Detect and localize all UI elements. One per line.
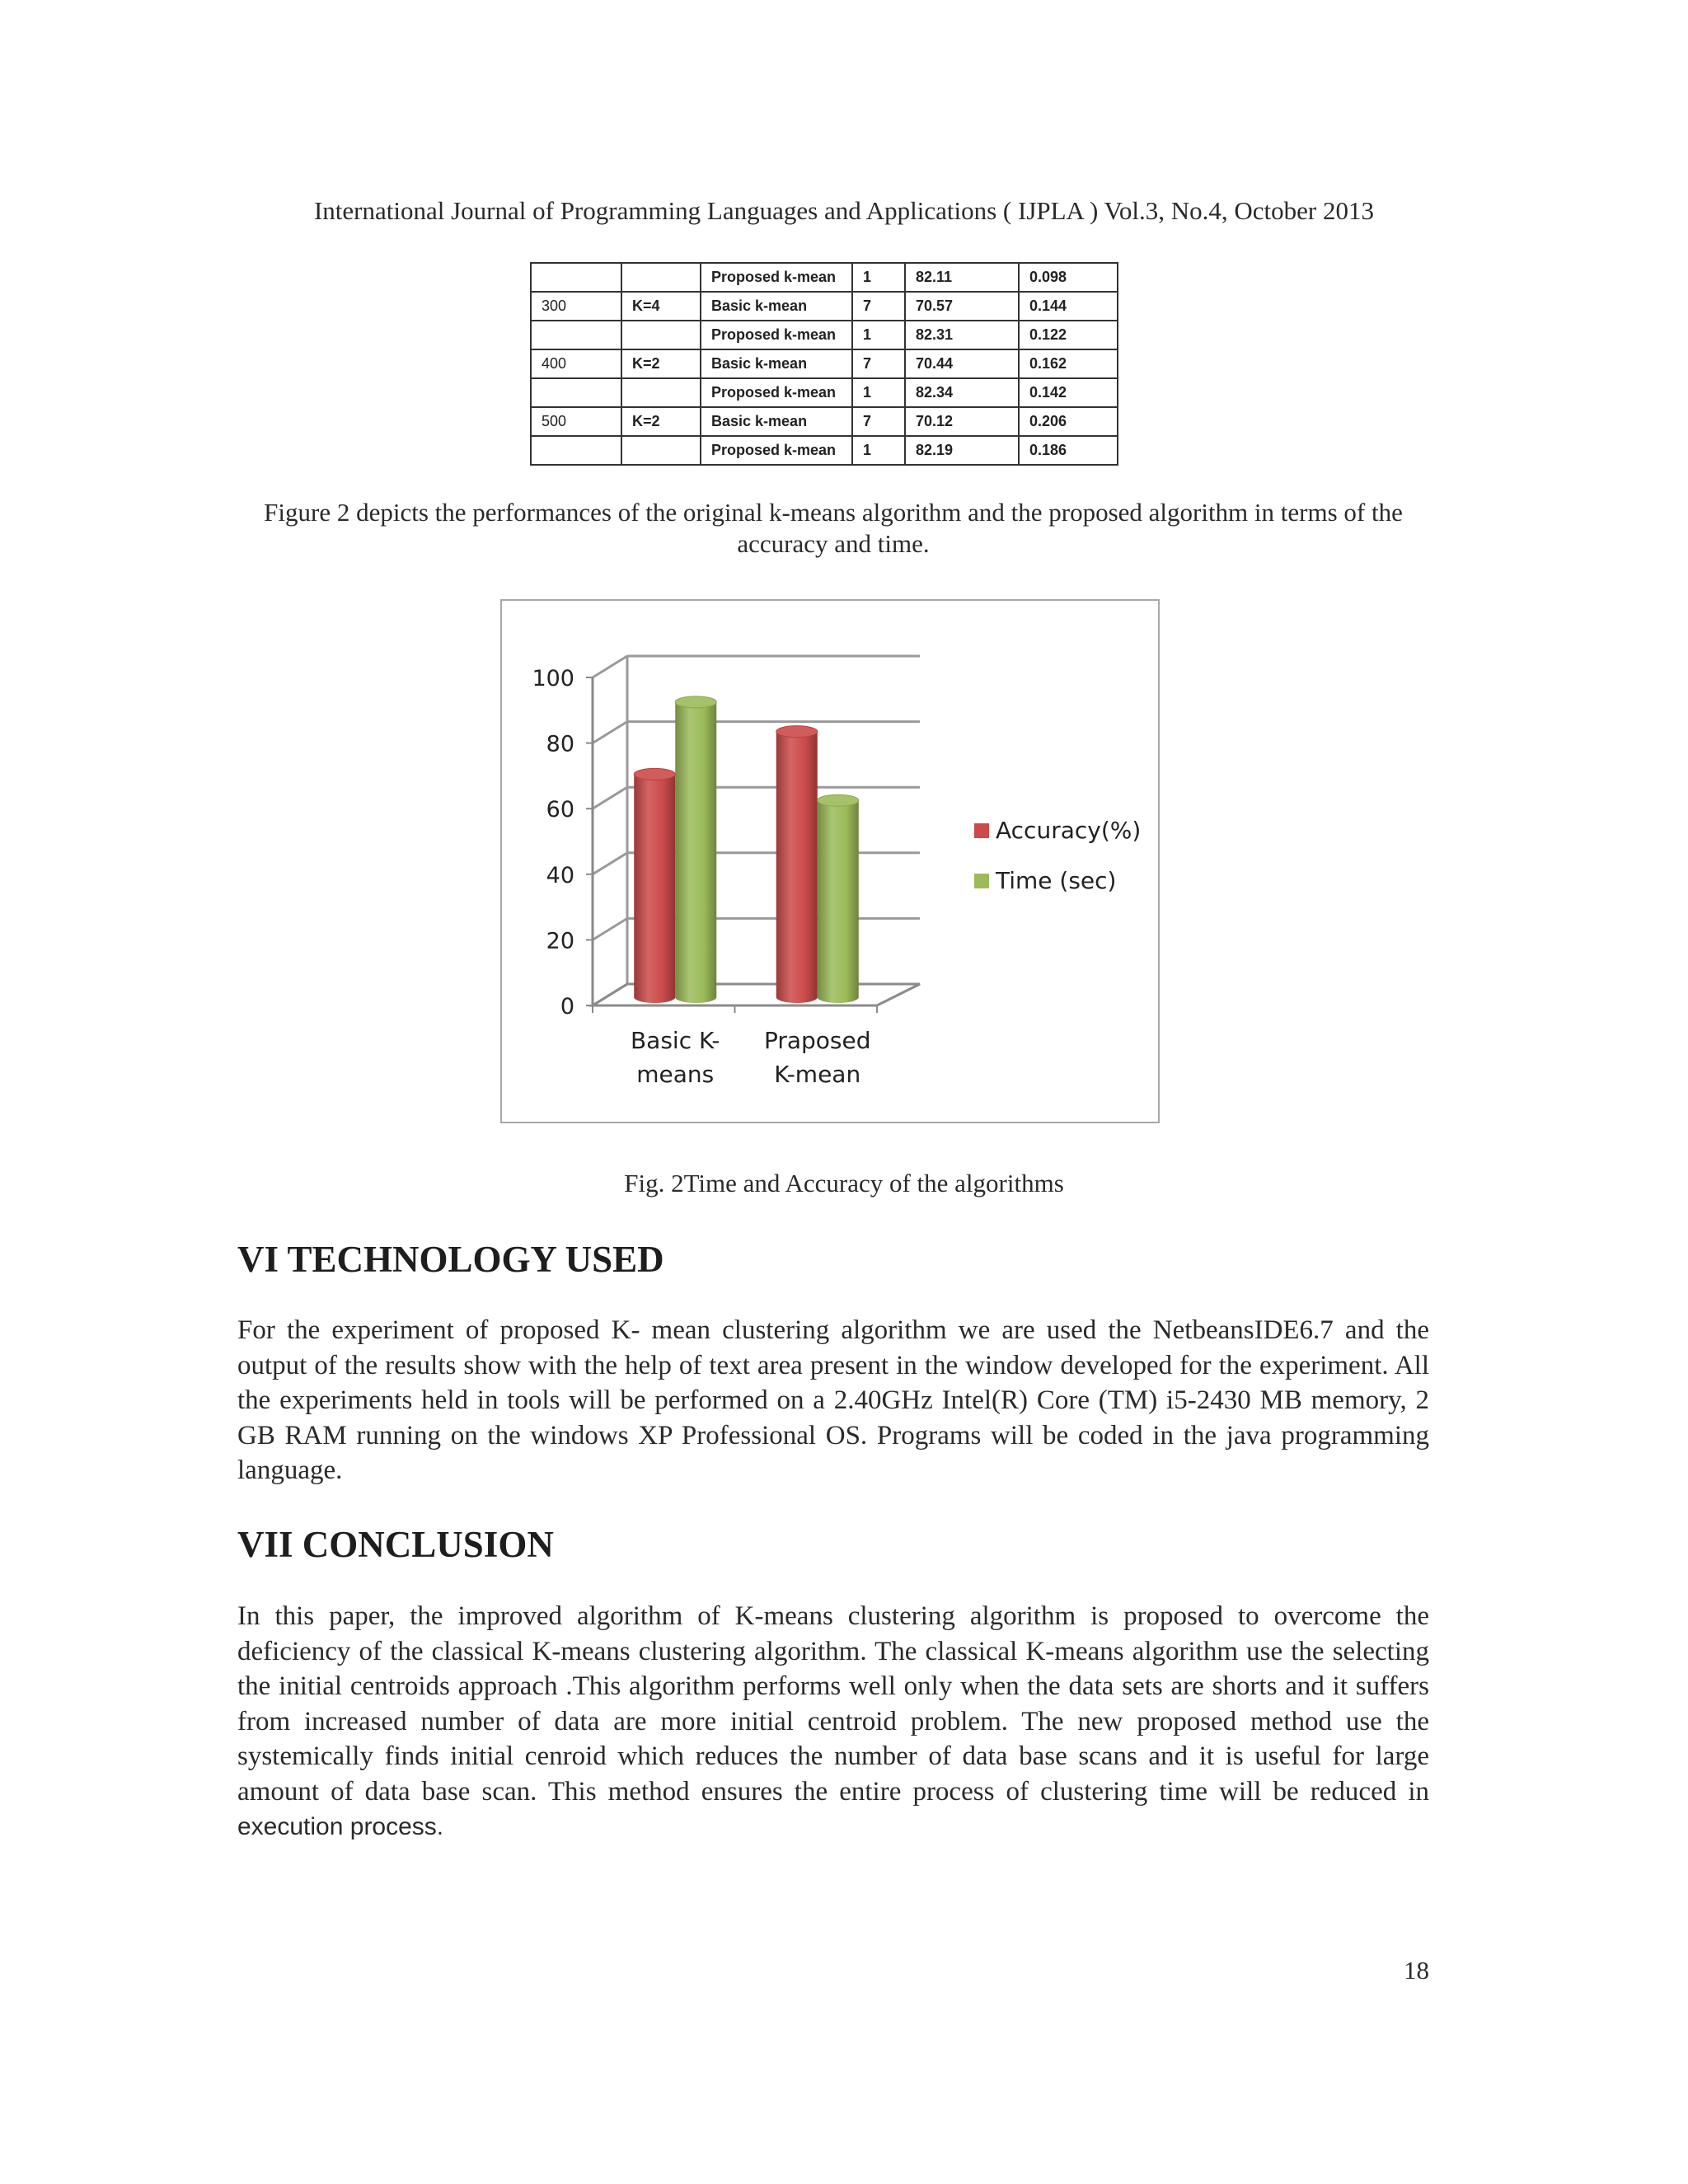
table-cell: [531, 436, 621, 465]
conclusion-tail: execution process.: [237, 1813, 444, 1840]
table-cell: Basic k-mean: [701, 407, 852, 436]
table-row: [531, 436, 1118, 465]
table-cell: K=4: [621, 292, 701, 321]
table-cell: [621, 263, 701, 292]
table-cell: [531, 321, 621, 349]
chart-frame: [500, 599, 1160, 1123]
table-cell: 70.57: [905, 292, 1019, 321]
table-cell: 1: [852, 263, 905, 292]
section-title-technology: VI TECHNOLOGY USED: [237, 1239, 664, 1280]
table-cell: 0.144: [1019, 292, 1118, 321]
table-row: [531, 263, 1118, 292]
conclusion-text: In this paper, the improved algorithm of K-means clustering algorithm is proposed to overcome the deficiency of the classical K-means clustering algorithm. The classical K-means algorithm use the selecting the initial centroids approach .This algorithm performs well only when the data sets are shorts and it suffers from increased number of data are more initial centroid problem. The new proposed method use the systemically finds initial cenroid which reduces the number of data base scans and it is useful for large amount of data base scan. This method ensures the entire process of clustering time will be reduced in: [237, 1601, 1429, 1807]
table-row: [531, 378, 1118, 407]
legend-swatch: [974, 874, 989, 888]
category-label: means: [636, 1061, 715, 1088]
table-cell: 82.11: [905, 263, 1019, 292]
table-cell: 0.206: [1019, 407, 1118, 436]
y-tick-label: 0: [560, 994, 574, 1019]
bar-timesec: [818, 800, 859, 1003]
y-tick-label: 100: [532, 666, 574, 691]
results-table: [530, 262, 1118, 466]
legend-label: Time (sec): [996, 867, 1117, 894]
bar-accuracy: [776, 732, 818, 1003]
bar-top: [634, 768, 675, 780]
table-cell: 1: [852, 436, 905, 465]
table-row: [531, 349, 1118, 378]
gridline-side: [593, 787, 627, 808]
table-cell: 82.31: [905, 321, 1019, 349]
legend-swatch: [974, 823, 989, 838]
y-tick-label: 80: [546, 731, 574, 757]
table-cell: [621, 378, 701, 407]
table-cell: 70.12: [905, 407, 1019, 436]
table-cell: Proposed k-mean: [701, 436, 852, 465]
table-cell: [531, 378, 621, 407]
y-tick-label: 40: [546, 862, 574, 888]
section-title-conclusion: VII CONCLUSION: [237, 1524, 554, 1565]
gridline-side: [593, 853, 627, 874]
running-header: International Journal of Programming Languages and Applications ( IJPLA ) Vol.3, No.4, October 2013: [313, 196, 1374, 225]
table-cell: 7: [852, 292, 905, 321]
gridline-side: [593, 656, 627, 677]
table-cell: 7: [852, 349, 905, 378]
page-number: 18: [1404, 1956, 1429, 1985]
bar-top: [675, 696, 716, 708]
table-cell: 500: [531, 407, 621, 436]
table-cell: 1: [852, 378, 905, 407]
table-cell: Basic k-mean: [701, 349, 852, 378]
table-cell: 0.186: [1019, 436, 1118, 465]
table-cell: Proposed k-mean: [701, 321, 852, 349]
table-cell: 0.142: [1019, 378, 1118, 407]
table-cell: Basic k-mean: [701, 292, 852, 321]
section-body-conclusion: [237, 1599, 1429, 1845]
table-cell: 0.162: [1019, 349, 1118, 378]
bar-accuracy: [634, 774, 675, 1003]
table-cell: 7: [852, 407, 905, 436]
gridline-side: [593, 918, 627, 940]
table-cell: [621, 436, 701, 465]
table-cell: 82.34: [905, 378, 1019, 407]
category-label: Praposed: [763, 1027, 871, 1054]
bar-top: [776, 726, 818, 738]
bar-top: [818, 794, 859, 806]
table-cell: 400: [531, 349, 621, 378]
table-cell: 300: [531, 292, 621, 321]
table-row: [531, 321, 1118, 349]
table-row: [531, 407, 1118, 436]
bar-timesec: [675, 702, 716, 1003]
bar-chart: [502, 601, 1158, 1122]
table-cell: Proposed k-mean: [701, 378, 852, 407]
table-cell: 70.44: [905, 349, 1019, 378]
table-cell: 1: [852, 321, 905, 349]
table-cell: 0.122: [1019, 321, 1118, 349]
table-cell: K=2: [621, 407, 701, 436]
y-tick-label: 20: [546, 928, 574, 954]
table-row: [531, 292, 1118, 321]
table-cell: 82.19: [905, 436, 1019, 465]
legend-label: Accuracy(%): [996, 817, 1142, 844]
category-label: Basic K-: [630, 1027, 720, 1054]
table-cell: [621, 321, 701, 349]
y-tick-label: 60: [546, 797, 574, 823]
table-cell: K=2: [621, 349, 701, 378]
section-body-technology: For the experiment of proposed K- mean clustering algorithm we are used the NetbeansIDE6.7 and the output of the results show with the help of text area present in the window developed for the experiment. All the experiments held in tools will be performed on a 2.40GHz Intel(R) Core (TM) i5-2430 MB memory, 2 GB RAM running on the windows XP Professional OS. Programs will be coded in the java programming language.: [237, 1315, 1429, 1485]
table-cell: 0.098: [1019, 263, 1118, 292]
table-cell: Proposed k-mean: [701, 263, 852, 292]
figure-caption: Fig. 2Time and Accuracy of the algorithms: [624, 1169, 1064, 1197]
table-cell: [531, 263, 621, 292]
gridline-side: [593, 722, 627, 743]
category-label: K-mean: [774, 1061, 861, 1088]
figure-intro-paragraph: Figure 2 depicts the performances of the original k-means algorithm and the proposed algorithm in terms of the accuracy and time.: [264, 498, 1403, 558]
